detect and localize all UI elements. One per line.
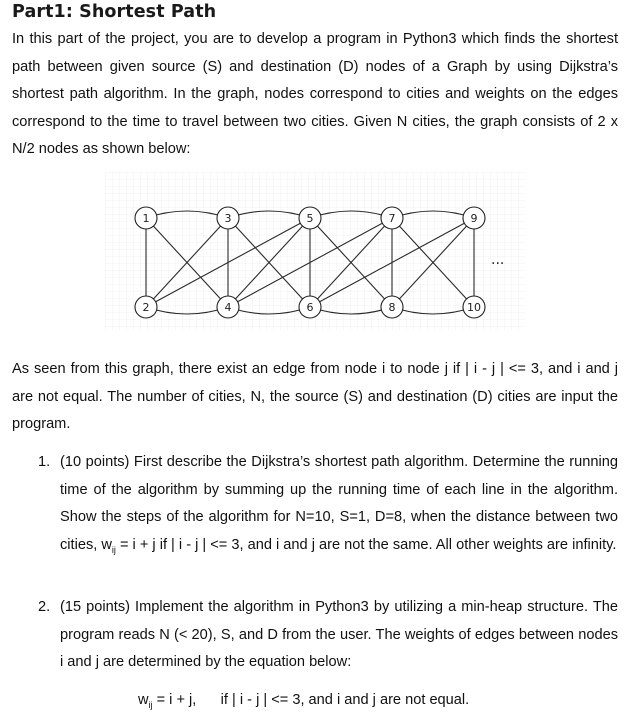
edge-rule-paragraph: As seen from this graph, there exist an edge from node i to node j if | i - j | <= 3, and i and j are not equal. The number of cities, N, the source (S) and destination (D) cities are input the program. — [12, 361, 618, 433]
list-item-1 — [38, 449, 618, 564]
graph-node-label: 8 — [388, 301, 396, 314]
list-item-number: 1. — [38, 454, 51, 470]
intro-paragraph: In this part of the project, you are to develop a program in Python3 which finds the shortest path between given source (S) and destination (D) nodes of a Graph by using Dijkstra’s shortest path algorithm. In the graph, nodes correspond to cities and weights on the edges correspond to the time to travel between two cities. Given N cities, the graph consists of 2 x N/2 nodes as shown below: — [12, 31, 618, 158]
graph-node-label: 7 — [388, 212, 396, 225]
list-item-text: (15 points) Implement the algorithm in Python3 by utilizing a min-heap structure. The program reads N (< 20), S, and D from the user. The weights of edges between nodes i and j are determined by the equation below: — [60, 599, 618, 671]
list-item-text: (10 points) First describe the Dijkstra’s shortest path algorithm. Determine the running time of the algorithm by summing up the running time of each line in the algorithm. Show the steps of the algorithm for N=10, S=1, D=8, when the distance between two cities, $w_{ij} = i + j$ if | i - j | <= 3, and i and j are not the same. All other weights are infinity. — [60, 454, 618, 555]
graph-node-label: 4 — [224, 301, 232, 314]
graph-node-label: 2 — [142, 301, 150, 314]
list-item-number: 2. — [38, 599, 51, 615]
list-item-2 — [38, 594, 618, 677]
page-title: Part1: Shortest Path — [12, 2, 217, 22]
graph-ellipsis: ··· — [491, 256, 505, 272]
graph-node-label: 9 — [470, 212, 478, 225]
graph-node-label: 1 — [142, 212, 150, 225]
weight-formula: $w_{ij} = i + j$, if | i - j | <= 3, and i and j are not equal. — [138, 692, 470, 710]
graph-node-label: 5 — [306, 212, 314, 225]
graph-node-label: 3 — [224, 212, 232, 225]
graph-node-label: 10 — [467, 301, 481, 314]
graph-node-label: 6 — [306, 301, 314, 314]
graph-figure — [105, 172, 525, 330]
